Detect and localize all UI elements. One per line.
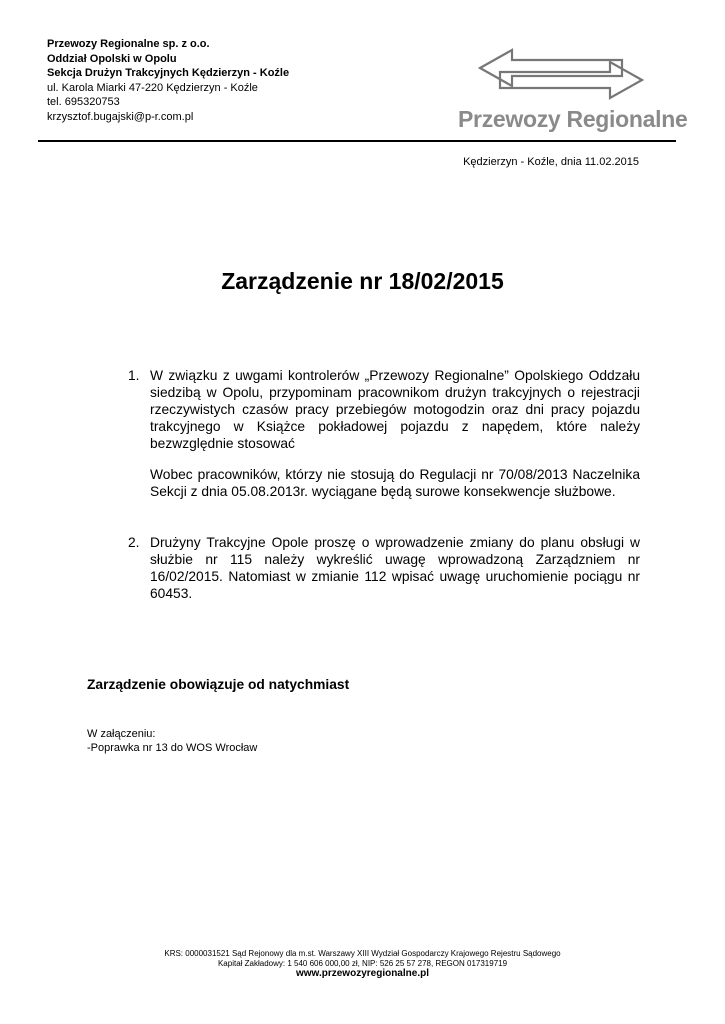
logo-wordmark: Przewozy Regionalne [458,106,688,132]
phone: tel. 695320753 [47,96,120,108]
date-line: Kędzierzyn - Koźle, dnia 11.02.2015 [463,156,639,168]
item-2-paragraph-1: Drużyny Trakcyjne Opole proszę o wprowadzenie zmiany do planu obsługi w służbie nr 115 należy wykreślić uwagę wprowadzoną Zarządzniem nr 16/02/2015. Natomiast w zmianie 112 wpisać uwagę uruchomienie pociągu nr 60453. [150,535,640,601]
sender-header [47,37,289,124]
document-title: Zarządzenie nr 18/02/2015 [221,268,504,294]
attachments-label: W załączeniu: [87,728,156,740]
footer-website-link[interactable]: www.przewozyregionalne.pl [296,968,429,979]
item-1-paragraph-2: Wobec pracowników, którzy nie stosują do Regulacji nr 70/08/2013 Naczelnika Sekcji z dnia 05.08.2013r. wyciągane będą surowe konsekwencje służbowe. [150,467,640,499]
effective-statement: Zarządzenie obowiązuje od natychmiast [87,677,350,692]
footer-capital: Kapitał Zakładowy: 1 540 606 000,00 zł, NIP: 526 25 57 278, REGON 017319719 [217,959,508,968]
item-number-1: 1. [128,368,140,383]
item-number-2: 2. [128,535,140,550]
section-name: Sekcja Drużyn Trakcyjnych Kędzierzyn - Koźle [47,67,290,79]
address: ul. Karola Miarki 47-220 Kędzierzyn - Koźle [47,81,258,94]
item-1-paragraph-1: W związku z uwgami kontrolerów „Przewozy Regionalne” Opolskiego Oddzału siedzibą w Opolu, przypominam pracownikom drużyn trakcyjnych o rejestracji rzeczywistych czasów pracy przebiegów motogodzin oraz dni pracy pojazdu trakcyjnego w Książce pokładowej pojazdu z napędem, które należy bezwzględnie stosować [150,368,640,451]
branch-name: Oddział Opolski w Opolu [47,52,177,65]
email: krzysztof.bugajski@p-r.com.pl [47,110,194,123]
attachments [87,727,257,755]
header-divider [38,140,676,142]
company-name: Przewozy Regionalne sp. z o.o. [47,38,210,50]
footer-krs: KRS: 0000031521 Sąd Rejonowy dla m.st. Warszawy XIII Wydział Gospodarczy Krajowego Rejestru Sądowego [164,949,561,958]
attachment-item: -Poprawka nr 13 do WOS Wrocław [87,742,258,754]
footer [0,949,725,979]
